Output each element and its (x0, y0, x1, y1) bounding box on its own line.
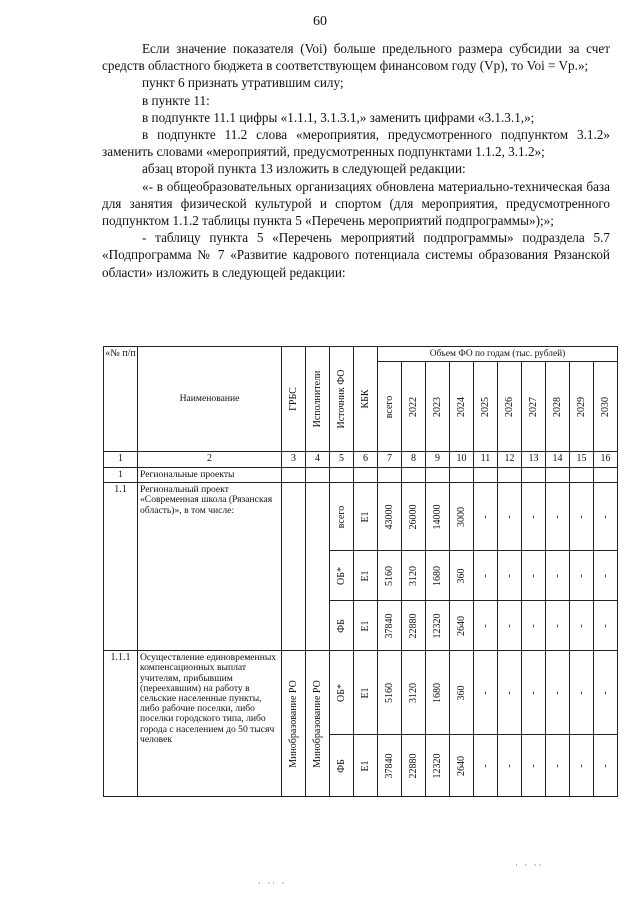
column-number: 16 (594, 452, 618, 468)
cell-kbk: E1 (354, 601, 378, 651)
cell-value: 37840 (378, 735, 402, 797)
cell-value: 5160 (378, 551, 402, 601)
cell-dash: - (546, 483, 570, 551)
cell-value: 22880 (402, 735, 426, 797)
cell-source: всего (330, 483, 354, 551)
cell-dash: - (522, 651, 546, 735)
cell-dash: - (570, 735, 594, 797)
scan-mark: · · ·· (515, 860, 544, 870)
table-row (104, 483, 618, 551)
cell-dash: - (522, 601, 546, 651)
cell-value: 22880 (402, 601, 426, 651)
paragraph-8: - таблицу пункта 5 «Перечень мероприятий подпрограммы» подраздела 5.7 «Подпрограмма № 7 «Развитие кадрового потенциала системы образования Рязанской области» изложить в следующей редакции: (102, 230, 610, 280)
header-kbk: КБК (354, 347, 378, 452)
column-number: 2 (138, 452, 282, 468)
paragraph-4: в подпункте 11.1 цифры «1.1.1, 3.1.3.1,» заменить цифрами «3.1.3.1,»; (142, 109, 535, 125)
cell-value: 1680 (426, 651, 450, 735)
measures-table (103, 346, 618, 797)
cell-kbk: E1 (354, 735, 378, 797)
column-number: 15 (570, 452, 594, 468)
row-num: 1.1 (104, 483, 138, 651)
cell-value: 43000 (378, 483, 402, 551)
cell-kbk: E1 (354, 483, 378, 551)
column-number: 9 (426, 452, 450, 468)
cell-value: 360 (450, 551, 474, 601)
row-name: Осуществление единовременных компенсационных выплат учителям, прибывшим (переехавшим) на работу в сельские населенные пункты, либо рабочие поселки, либо поселки городского типа, либо города с населением до 50 тысяч человек (138, 651, 282, 797)
column-number: 10 (450, 452, 474, 468)
header-year: 2025 (474, 362, 498, 452)
cell-value: 3000 (450, 483, 474, 551)
header-total: всего (378, 362, 402, 452)
cell-value: 12320 (426, 601, 450, 651)
cell-dash: - (498, 551, 522, 601)
cell-dash: - (474, 551, 498, 601)
cell-grbs: Минобразование РО (282, 651, 306, 797)
column-number: 4 (306, 452, 330, 468)
cell-dash: - (522, 483, 546, 551)
row-num: 1 (104, 468, 138, 483)
row-name: Региональный проект «Современная школа (Рязанская область)», в том числе: (138, 483, 282, 651)
column-number: 7 (378, 452, 402, 468)
cell-dash: - (594, 601, 618, 651)
cell-kbk: E1 (354, 551, 378, 601)
scan-mark: · ·· · (258, 878, 287, 888)
cell-value: 2640 (450, 735, 474, 797)
column-number: 6 (354, 452, 378, 468)
column-number: 1 (104, 452, 138, 468)
header-num: «№ п/п (104, 347, 138, 452)
cell-dash: - (570, 651, 594, 735)
cell-dash: - (594, 651, 618, 735)
cell-source: ФБ (330, 601, 354, 651)
paragraph-5: в подпункте 11.2 слова «мероприятия, предусмотренного подпунктом 3.1.2» заменить словами «мероприятий, предусмотренных подпунктами 1.1.2, 3.1.2»; (102, 127, 610, 160)
column-number: 13 (522, 452, 546, 468)
cell-value: 2640 (450, 601, 474, 651)
cell-dash: - (546, 651, 570, 735)
column-number: 12 (498, 452, 522, 468)
cell-source: ОБ* (330, 551, 354, 601)
header-year: 2030 (594, 362, 618, 452)
column-numbers-row (104, 452, 618, 468)
cell-value: 12320 (426, 735, 450, 797)
cell-executor: Минобразование РО (306, 651, 330, 797)
header-year: 2026 (498, 362, 522, 452)
cell-dash: - (498, 601, 522, 651)
table-row (104, 468, 618, 483)
cell-dash: - (522, 551, 546, 601)
row-name: Региональные проекты (138, 468, 282, 483)
paragraph-2: пункт 6 признать утратившим силу; (142, 75, 344, 91)
cell-value: 360 (450, 651, 474, 735)
paragraph-3: в пункте 11: (142, 92, 210, 108)
row-num: 1.1.1 (104, 651, 138, 797)
cell-dash: - (570, 601, 594, 651)
header-grbs: ГРБС (282, 347, 306, 452)
column-number: 5 (330, 452, 354, 468)
header-year: 2029 (570, 362, 594, 452)
table-row (104, 651, 618, 735)
paragraph-7: «- в общеобразовательных организациях обновлена материально-техническая база для занятия физической культурой и спортом (для мероприятия, предусмотренного подпунктом 1.1.2 таблицы пункта 5 «Перечень мероприятий подпрограммы»);»; (102, 178, 610, 229)
header-source: Источник ФО (330, 347, 354, 452)
cell-dash: - (474, 483, 498, 551)
header-year: 2023 (426, 362, 450, 452)
cell-dash: - (546, 551, 570, 601)
header-year: 2022 (402, 362, 426, 452)
cell-dash: - (474, 735, 498, 797)
column-number: 3 (282, 452, 306, 468)
cell-dash: - (498, 651, 522, 735)
cell-dash: - (522, 735, 546, 797)
cell-value: 1680 (426, 551, 450, 601)
cell-value: 5160 (378, 651, 402, 735)
cell-source: ФБ (330, 735, 354, 797)
column-number: 8 (402, 452, 426, 468)
cell-value: 14000 (426, 483, 450, 551)
cell-dash: - (474, 651, 498, 735)
cell-value: 3120 (402, 551, 426, 601)
header-volume: Объем ФО по годам (тыс. рублей) (378, 347, 618, 362)
paragraph-1: Если значение показателя (Voi) больше предельного размера субсидии за счет средств областного бюджета в соответствующем финансовом году (Vp), то Voi = Vp.»; (102, 41, 610, 74)
column-number: 14 (546, 452, 570, 468)
cell-dash: - (594, 483, 618, 551)
header-executors: Исполнители (306, 347, 330, 452)
header-year: 2024 (450, 362, 474, 452)
page-number: 60 (313, 14, 327, 29)
cell-dash: - (570, 551, 594, 601)
cell-dash: - (474, 601, 498, 651)
document-body (102, 40, 610, 281)
cell-source: ОБ* (330, 651, 354, 735)
cell-dash: - (546, 735, 570, 797)
cell-dash: - (594, 551, 618, 601)
cell-value: 3120 (402, 651, 426, 735)
cell-value: 37840 (378, 601, 402, 651)
column-number: 11 (474, 452, 498, 468)
cell-value: 26000 (402, 483, 426, 551)
header-name: Наименование (138, 347, 282, 452)
header-year: 2028 (546, 362, 570, 452)
cell-kbk: E1 (354, 651, 378, 735)
cell-dash: - (570, 483, 594, 551)
header-year: 2027 (522, 362, 546, 452)
cell-dash: - (594, 735, 618, 797)
cell-dash: - (546, 601, 570, 651)
paragraph-6: абзац второй пункта 13 изложить в следующей редакции: (142, 161, 466, 177)
cell-dash: - (498, 735, 522, 797)
cell-dash: - (498, 483, 522, 551)
